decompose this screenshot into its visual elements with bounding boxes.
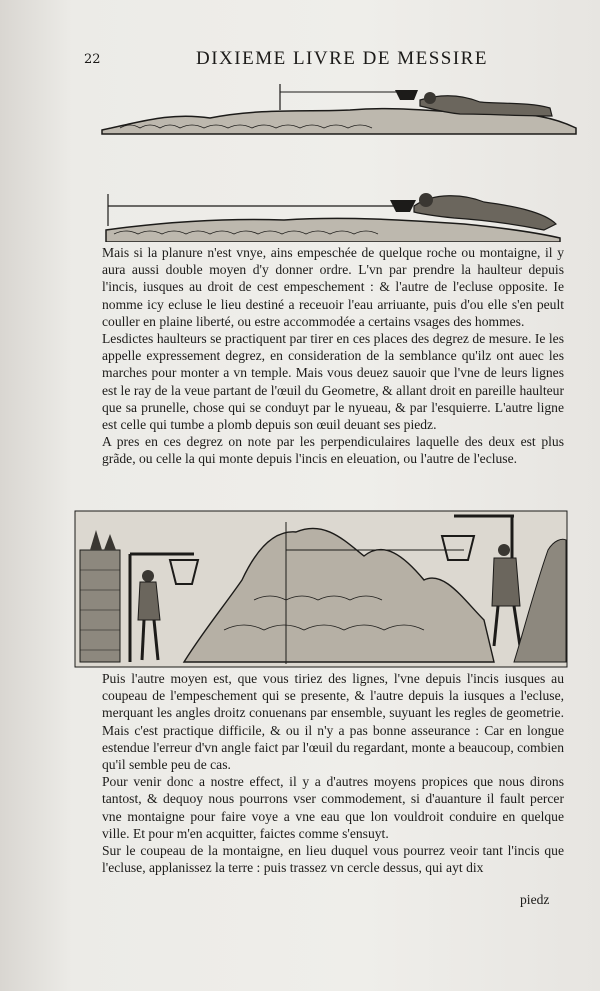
folio-number: 22 bbox=[84, 52, 101, 67]
paragraph-6: Sur le coupeau de la montaigne, en lieu duquel vous pourrez veoir tant l'incis que l'ecluse, applanissez la terre : puis trassez vn cercle dessus, qui ayt dix bbox=[102, 843, 564, 876]
text-block-2 bbox=[102, 670, 564, 876]
paragraph-3: A pres en ces degrez on note par les perpendiculaires laquelle des deux est plus grãde, ou celle la qui monte depuis l'incis en eleuation, ou l'autre de l'ecluse. bbox=[102, 434, 564, 467]
woodcut-level-figure-2 bbox=[104, 186, 564, 242]
running-head: DIXIEME LIVRE DE MESSIRE bbox=[196, 48, 488, 69]
woodcut-level-figure-1 bbox=[100, 82, 580, 138]
paragraph-2: Lesdictes haulteurs se practiquent par tirer en ces places des degrez de mesure. Ie les appelle expressement degrez, en consideration de la semblance qu'ilz ont auec les marches pour monter a vn temple. Mais vous deuez sauoir que l'vne de leurs lignes est le ray de la veue partant de l'œuil du Geometre, & allant droit en pareille haulteur que sa prunelle, chose qui se conduyt par le nyueau, & par l'esquierre. L'autre ligne est celle qui tumbe a plomb depuis son œuil deuant ses piedz. bbox=[102, 331, 564, 433]
bleed-through-text bbox=[110, 70, 550, 82]
woodcut-landscape-survey bbox=[74, 510, 568, 668]
paragraph-1: Mais si la planure n'est vnye, ains empeschée de quelque roche ou montaigne, il y aura aussi double moyen d'y donner ordre. L'vn par prendre la haulteur depuis l'incis, iusques au droit de cest empeschement : & l'autre de l'ecluse opposite. Ie nomme icy ecluse le lieu destiné a receuoir l'eau arriuante, puis d'ou elle s'en peult couller en plaine liberté, ou estre accommodée a certains vsages des hommes. bbox=[102, 245, 564, 329]
paragraph-5: Pour venir donc a nostre effect, il y a d'autres moyens propices que nous dirons tantost, & dequoy nous pourrons vser commodement, si d'auanture il fault percer vne montaigne pour faire voye a vne eau que lon vouldroit conduire en quelque ville. Et pour m'en acquitter, faictes comme s'ensuyt. bbox=[102, 774, 564, 841]
paragraph-4: Puis l'autre moyen est, que vous tiriez des lignes, l'vne depuis l'incis iusques au coupeau de l'empeschement qui se presente, & l'autre depuis la iusques a l'ecluse, merquant les angles droitz conuenans par ensemble, suyuant les regles de geometrie. Mais c'est practique difficile, & ou il n'y a pas bonne asseurance : Car en longue estendue l'erreur d'vn angle faict par l'œuil du regardant, monte a beaucoup, combien qu'il semble peu de cas. bbox=[102, 671, 564, 773]
catchword: piedz bbox=[520, 892, 550, 907]
text-block-1 bbox=[102, 244, 564, 468]
